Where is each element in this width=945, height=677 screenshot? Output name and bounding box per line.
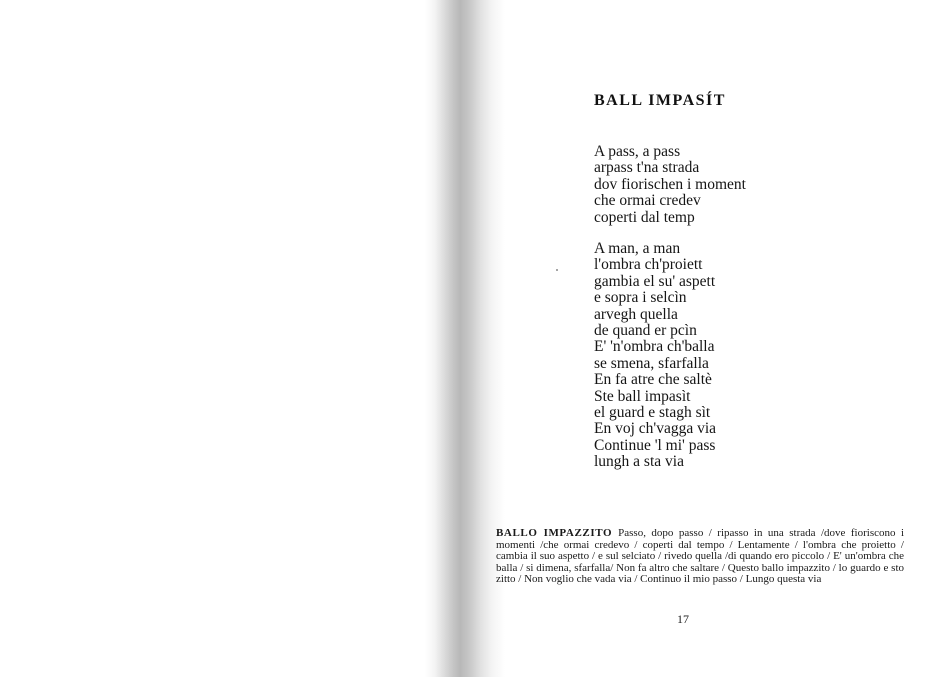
poem-stanza-1 — [594, 144, 746, 226]
verse-line: Ste ball impasìt — [594, 387, 691, 405]
verse-line: de quand er pcìn — [594, 322, 697, 340]
italian-translation — [496, 528, 904, 586]
verse-line: En fa atre che saltè — [594, 371, 712, 389]
book-gutter-shadow — [425, 0, 505, 677]
verse-line: arpass t'na strada — [594, 159, 700, 177]
verse-line: che ormai credev — [594, 192, 701, 210]
translation-text: Passo, dopo passo / ripasso in una strada /dove fioriscono i momenti /che ormai credevo / coperti dal tempo / Lentamente / l'ombra che proietto / cambia il suo aspetto / e sul selciato / rivedo quella /di quando ero piccolo / E' un'ombra che balla / si dimena, sfarfalla/ Non fa altro che saltare / Questo ballo impazzito / lo guardo e sto zitto / Non voglio che vada via / Continuo il mio passo / Lungo questa via — [496, 527, 905, 585]
verse-line: gambia el su' aspett — [594, 272, 716, 290]
verse-line: lungh a sta via — [594, 453, 684, 471]
verse-line: se smena, sfarfalla — [594, 354, 709, 372]
verse-line: Continue 'l mi' pass — [594, 436, 716, 454]
verse-line: arvegh quella — [594, 305, 678, 323]
verse-line: A man, a man — [594, 240, 681, 257]
verse-line: dov fiorischen i moment — [594, 175, 746, 193]
page-number: 17 — [677, 612, 689, 626]
poem-stanza-2 — [594, 241, 716, 471]
poem-title: BALL IMPASÍT — [594, 92, 726, 109]
verse-line: E' 'n'ombra ch'balla — [594, 338, 715, 356]
verse-line: coperti dal temp — [594, 208, 695, 226]
verse-line: el guard e stagh sìt — [594, 404, 711, 422]
translation-title: BALLO IMPAZZITO — [496, 527, 613, 539]
verse-line: A pass, a pass — [594, 143, 681, 160]
verse-line: l'ombra ch'proiett — [594, 256, 703, 274]
left-page — [0, 0, 440, 677]
paper-speck — [556, 269, 558, 271]
verse-line: En voj ch'vagga via — [594, 420, 717, 438]
verse-line: e sopra i selcìn — [594, 289, 687, 307]
